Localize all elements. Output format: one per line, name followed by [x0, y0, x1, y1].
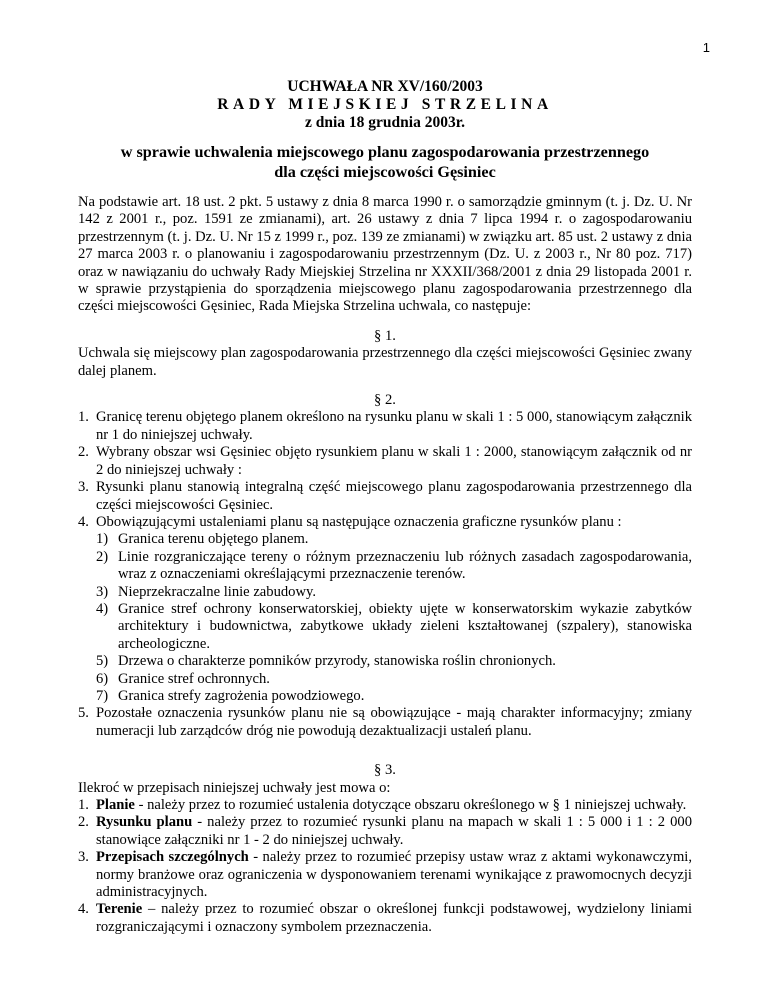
list-item	[78, 409, 692, 444]
item-number: 4.	[78, 513, 89, 530]
sub-item-number: 3)	[96, 583, 109, 600]
sub-list-item	[78, 671, 692, 688]
list-item	[78, 705, 692, 740]
sub-list-item	[78, 584, 692, 601]
item-number: 1.	[78, 409, 89, 426]
resolution-subject	[78, 142, 692, 182]
sub-list-item	[78, 531, 692, 548]
subject-line-1: w sprawie uchwalenia miejscowego planu zagospodarowania przestrzennego	[120, 143, 650, 161]
section-1-heading: § 1.	[374, 327, 396, 344]
sub-item-text: Linie rozgraniczające tereny o różnym przeznaczeniu lub różnych zasadach zagospodarowania, wraz z oznaczeniami określającymi przeznaczenie terenów.	[118, 548, 692, 583]
document-body	[78, 78, 692, 936]
item-number: 4.	[78, 901, 89, 918]
definition-item	[78, 797, 692, 814]
item-text: Rysunki planu stanowią integralną część miejscowego planu zagospodarowania przestrzennego dla części miejscowości Gęsiniec.	[96, 479, 692, 513]
council-name: RADY MIEJSKIEJ STRZELINA	[217, 96, 553, 113]
sub-item-number: 5)	[96, 653, 109, 670]
item-number: 3.	[78, 479, 89, 496]
sub-item-number: 1)	[96, 531, 109, 548]
definition-body: – należy przez to rozumieć obszar o określonej funkcji podstawowej, wydzielony liniami rozgraniczającymi i oznaczony symbolem przeznaczenia.	[96, 901, 692, 935]
definition-body: - należy przez to rozumieć rysunki planu na mapach w skali 1 : 5 000 i 1 : 2 000 stanowiące załączniki nr 1 - 2 do niniejszej uchwały.	[96, 814, 692, 848]
section-1-text: Uchwala się miejscowy plan zagospodarowania przestrzennego dla części miejscowości Gęsiniec zwany dalej planem.	[78, 345, 692, 379]
definition-text	[96, 901, 692, 936]
definition-text	[96, 797, 692, 814]
sub-item-text: Granice stref ochronnych.	[118, 670, 270, 687]
section-2-heading: § 2.	[374, 392, 396, 409]
item-number: 2.	[78, 444, 89, 461]
item-text: Wybrany obszar wsi Gęsiniec objęto rysunkiem planu w skali 1 : 2000, stanowiącym załącznik od nr 2 do niniejszej uchwały :	[96, 444, 692, 478]
list-item	[78, 514, 692, 531]
sub-item-number: 6)	[96, 670, 109, 687]
resolution-number: UCHWAŁA NR XV/160/2003	[287, 78, 483, 95]
sub-list-item	[78, 601, 692, 653]
definition-term: Rysunku planu	[96, 814, 193, 831]
sub-item-number: 7)	[96, 687, 109, 704]
page-number: 1	[702, 40, 710, 55]
section-2-list	[78, 409, 692, 740]
item-number: 3.	[78, 849, 89, 866]
section-3-list	[78, 797, 692, 936]
resolution-date: z dnia 18 grudnia 2003r.	[304, 114, 466, 131]
list-item	[78, 444, 692, 479]
definition-item	[78, 814, 692, 849]
item-number: 5.	[78, 705, 89, 722]
definition-item	[78, 849, 692, 901]
sub-list-item	[78, 549, 692, 584]
definition-text	[96, 849, 692, 901]
section-3-lead: Ilekroć w przepisach niniejszej uchwały jest mowa o:	[78, 779, 391, 796]
sub-item-text: Nieprzekraczalne linie zabudowy.	[118, 583, 316, 600]
resolution-header	[78, 78, 692, 132]
legal-basis-paragraph: Na podstawie art. 18 ust. 2 pkt. 5 ustawy z dnia 8 marca 1990 r. o samorządzie gminnym (t. j. Dz. U. Nr 142 z 2001 r., poz. 1591 ze zmianami), art. 26 ustawy z dnia 7 lipca 1994 r. o zagospodarowaniu przestrzennym (t. j. Dz. U. Nr 15 z 1999 r., poz. 139 ze zmianami) w związku art. 85 ust. 2 ustawy z dnia 27 marca 2003 r. o planowaniu i zagospodarowaniu przestrzennym (Dz. U. z 2003 r., Nr 80 poz. 717) oraz w nawiązaniu do uchwały Rady Miejskiej Strzelina nr XXXII/368/2001 z dnia 29 listopada 2001 r. w sprawie przystąpienia do sporządzenia miejscowego planu zagospodarowania przestrzennego dla części miejscowości Gęsiniec, Rada Miejska Strzelina uchwala, co następuje:	[78, 194, 692, 315]
definition-body: - należy przez to rozumieć przepisy ustaw wraz z aktami wykonawczymi, normy branżowe oraz ograniczenia w dysponowaniem terenami wynikające z prawomocnych decyzji administracyjnych.	[96, 849, 693, 901]
subject-line-2: dla części miejscowości Gęsiniec	[274, 163, 496, 181]
definition-term: Przepisach szczególnych	[96, 849, 249, 866]
item-text: Granicę terenu objętego planem określono na rysunku planu w skali 1 : 5 000, stanowiącym załącznik nr 1 do niniejszej uchwały.	[96, 409, 692, 443]
item-text: Pozostałe oznaczenia rysunków planu nie są obowiązujące - mają charakter informacyjny; zmiany numeracji lub zarządców dróg nie powodują dezaktualizacji ustaleń planu.	[96, 705, 692, 739]
sub-item-text: Granica terenu objętego planem.	[118, 531, 309, 548]
item-number: 1.	[78, 797, 89, 813]
definition-term: Planie	[96, 797, 135, 813]
definition-body: - należy przez to rozumieć ustalenia dotyczące obszaru określonego w § 1 niniejszej uchwały.	[134, 797, 687, 813]
sub-item-text: Drzewa o charakterze pomników przyrody, stanowiska roślin chronionych.	[118, 653, 556, 670]
definition-term: Terenie	[96, 901, 143, 918]
definition-text	[96, 814, 692, 849]
item-number: 2.	[78, 814, 89, 831]
sub-list-item	[78, 653, 692, 670]
sub-list-item	[78, 688, 692, 705]
sub-item-text: Granice stref ochrony konserwatorskiej, obiekty ujęte w konserwatorskim wykazie zabytków architektury i budownictwa, zabytkowe układy zieleni kształtowanej (szpalery), stanowiska archeologiczne.	[118, 600, 692, 652]
sub-item-number: 2)	[96, 548, 109, 565]
sub-item-number: 4)	[96, 600, 109, 617]
definition-item	[78, 901, 692, 936]
list-item	[78, 479, 692, 514]
sub-item-text: Granica strefy zagrożenia powodziowego.	[118, 687, 365, 704]
item-text: Obowiązującymi ustaleniami planu są następujące oznaczenia graficzne rysunków planu :	[96, 513, 622, 530]
section-3-heading: § 3.	[374, 762, 396, 779]
